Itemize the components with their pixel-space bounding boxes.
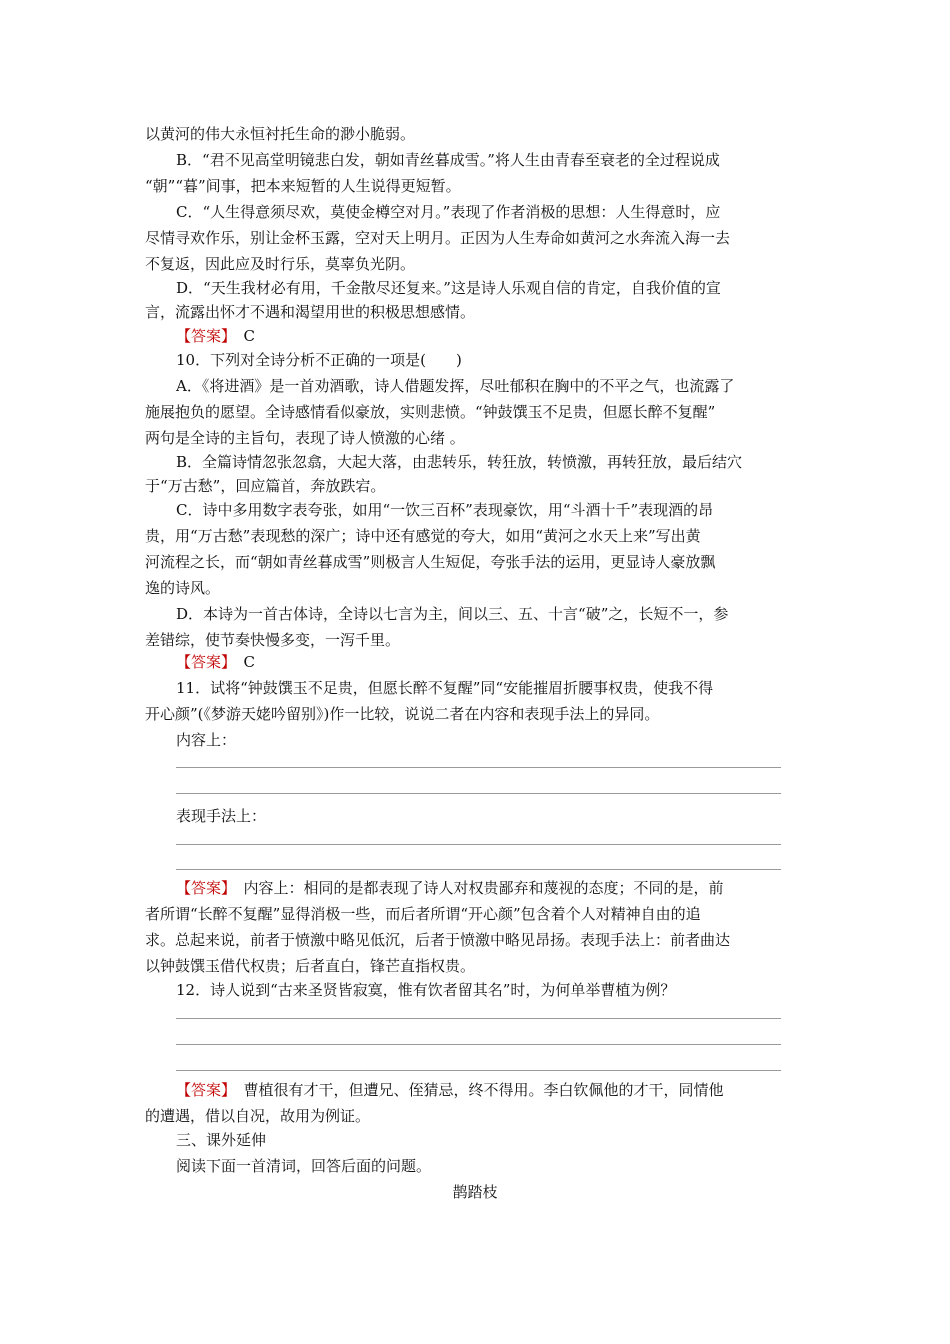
- question-12: 12．诗人说到“古来圣贤皆寂寞，惟有饮者留其名”时，为何单举曹植为例？: [176, 981, 676, 999]
- answer-value: 曹植很有才干，但遭兄、侄猜忌，终不得用。李白钦佩他的才干，同情他: [243, 1081, 724, 1099]
- answer-tag: 【答案】: [176, 653, 229, 671]
- text-line: 以钟鼓馔玉借代权贵；后者直白，锋芒直指权贵。: [145, 957, 476, 975]
- text-line: 河流程之长，而“朝如青丝暮成雪”则极言人生短促，夸张手法的运用，更显诗人豪放飘: [145, 553, 716, 571]
- content-label: 内容上：: [176, 731, 237, 749]
- answer-blank-line: [176, 793, 781, 794]
- answer-value: C: [243, 327, 256, 345]
- text-line: 逸的诗风。: [145, 579, 221, 597]
- option-c-line-1: C．“人生得意须尽欢，莫使金樽空对月。”表现了作者消极的思想：人生得意时，应: [176, 203, 721, 221]
- text-line: 的遭遇，借以自况，故用为例证。: [145, 1107, 371, 1125]
- text-line: 差错综，使节奏快慢多变，一泻千里。: [145, 631, 401, 649]
- option-d-line-1: D．本诗为一首古体诗，全诗以七言为主，间以三、五、十言“破”之，长短不一，参: [176, 605, 729, 623]
- text-line: 尽情寻欢作乐，别让金杯玉露，空对天上明月。正因为人生寿命如黄河之水奔流入海一去: [145, 229, 731, 247]
- reading-instruction: 阅读下面一首清词，回答后面的问题。: [176, 1157, 432, 1175]
- option-b-line-1: B．全篇诗情忽张忽翕，大起大落，由悲转乐，转狂放，转愤激，再转狂放，最后结穴: [176, 453, 743, 471]
- question-11: 11．试将“钟鼓馔玉不足贵，但愿长醉不复醒”同“安能摧眉折腰事权贵，使我不得: [176, 679, 714, 697]
- text-line: 于“万古愁”，回应篇首，奔放跌宕。: [145, 477, 386, 495]
- technique-label: 表现手法上：: [176, 807, 267, 825]
- answer-line: [176, 652, 810, 672]
- answer-blank-line: [176, 1070, 781, 1071]
- answer-blank-line: [176, 1018, 781, 1019]
- text-line: 两句是全诗的主旨句，表现了诗人愤激的心绪 。: [145, 429, 465, 447]
- text-line: 以黄河的伟大永恒衬托生命的渺小脆弱。: [145, 125, 416, 143]
- answer-line: [176, 878, 810, 898]
- answer-tag: 【答案】: [176, 327, 229, 345]
- answer-tag: 【答案】: [176, 1081, 229, 1099]
- answer-blank-line: [176, 869, 781, 870]
- answer-blank-line: [176, 767, 781, 768]
- answer-line: [176, 326, 810, 346]
- text-line: 者所谓“长醉不复醒”显得消极一些，而后者所谓“开心颜”包含着个人对精神自由的追: [145, 905, 701, 923]
- answer-blank-line: [176, 1044, 781, 1045]
- answer-value: 内容上：相同的是都表现了诗人对权贵鄙弃和蔑视的态度；不同的是，前: [243, 879, 724, 897]
- option-a-line-1: A．《将进酒》是一首劝酒歌，诗人借题发挥，尽吐郁积在胸中的不平之气，也流露了: [176, 377, 735, 395]
- text-line: 开心颜”(《梦游天姥吟留别》)作一比较，说说二者在内容和表现手法上的异同。: [145, 705, 660, 723]
- option-d-line-1: D．“天生我材必有用，千金散尽还复来。”这是诗人乐观自信的肯定，自我价值的宣: [176, 279, 721, 297]
- question-10: 10．下列对全诗分析不正确的一项是( ): [176, 351, 462, 369]
- text-line: 不复返，因此应及时行乐，莫辜负光阴。: [145, 255, 416, 273]
- text-line: 施展抱负的愿望。全诗感情看似豪放，实则悲愤。“钟鼓馔玉不足贵，但愿长醉不复醒”: [145, 403, 716, 421]
- text-line: 求。总起来说，前者于愤激中略见低沉，后者于愤激中略见昂扬。表现手法上：前者曲达: [145, 931, 731, 949]
- answer-blank-line: [176, 844, 781, 845]
- poem-title: 鹊踏枝: [452, 1183, 498, 1201]
- option-c-line-1: C．诗中多用数字表夸张，如用“一饮三百杯”表现豪饮，用“斗酒十千”表现酒的昂: [176, 501, 714, 519]
- section-heading: 三、课外延伸: [176, 1131, 267, 1149]
- answer-tag: 【答案】: [176, 879, 229, 897]
- answer-line: [176, 1080, 810, 1100]
- text-line: 言，流露出怀才不遇和渴望用世的积极思想感情。: [145, 303, 476, 321]
- text-line: 贵，用“万古愁”表现愁的深广；诗中还有感觉的夸大，如用“黄河之水天上来”写出黄: [145, 527, 701, 545]
- option-b-line-1: B．“君不见高堂明镜悲白发，朝如青丝暮成雪。”将人生由青春至衰老的全过程说成: [176, 151, 720, 169]
- text-line: “朝”“暮”间事，把本来短暂的人生说得更短暂。: [145, 177, 461, 195]
- answer-value: C: [243, 653, 256, 671]
